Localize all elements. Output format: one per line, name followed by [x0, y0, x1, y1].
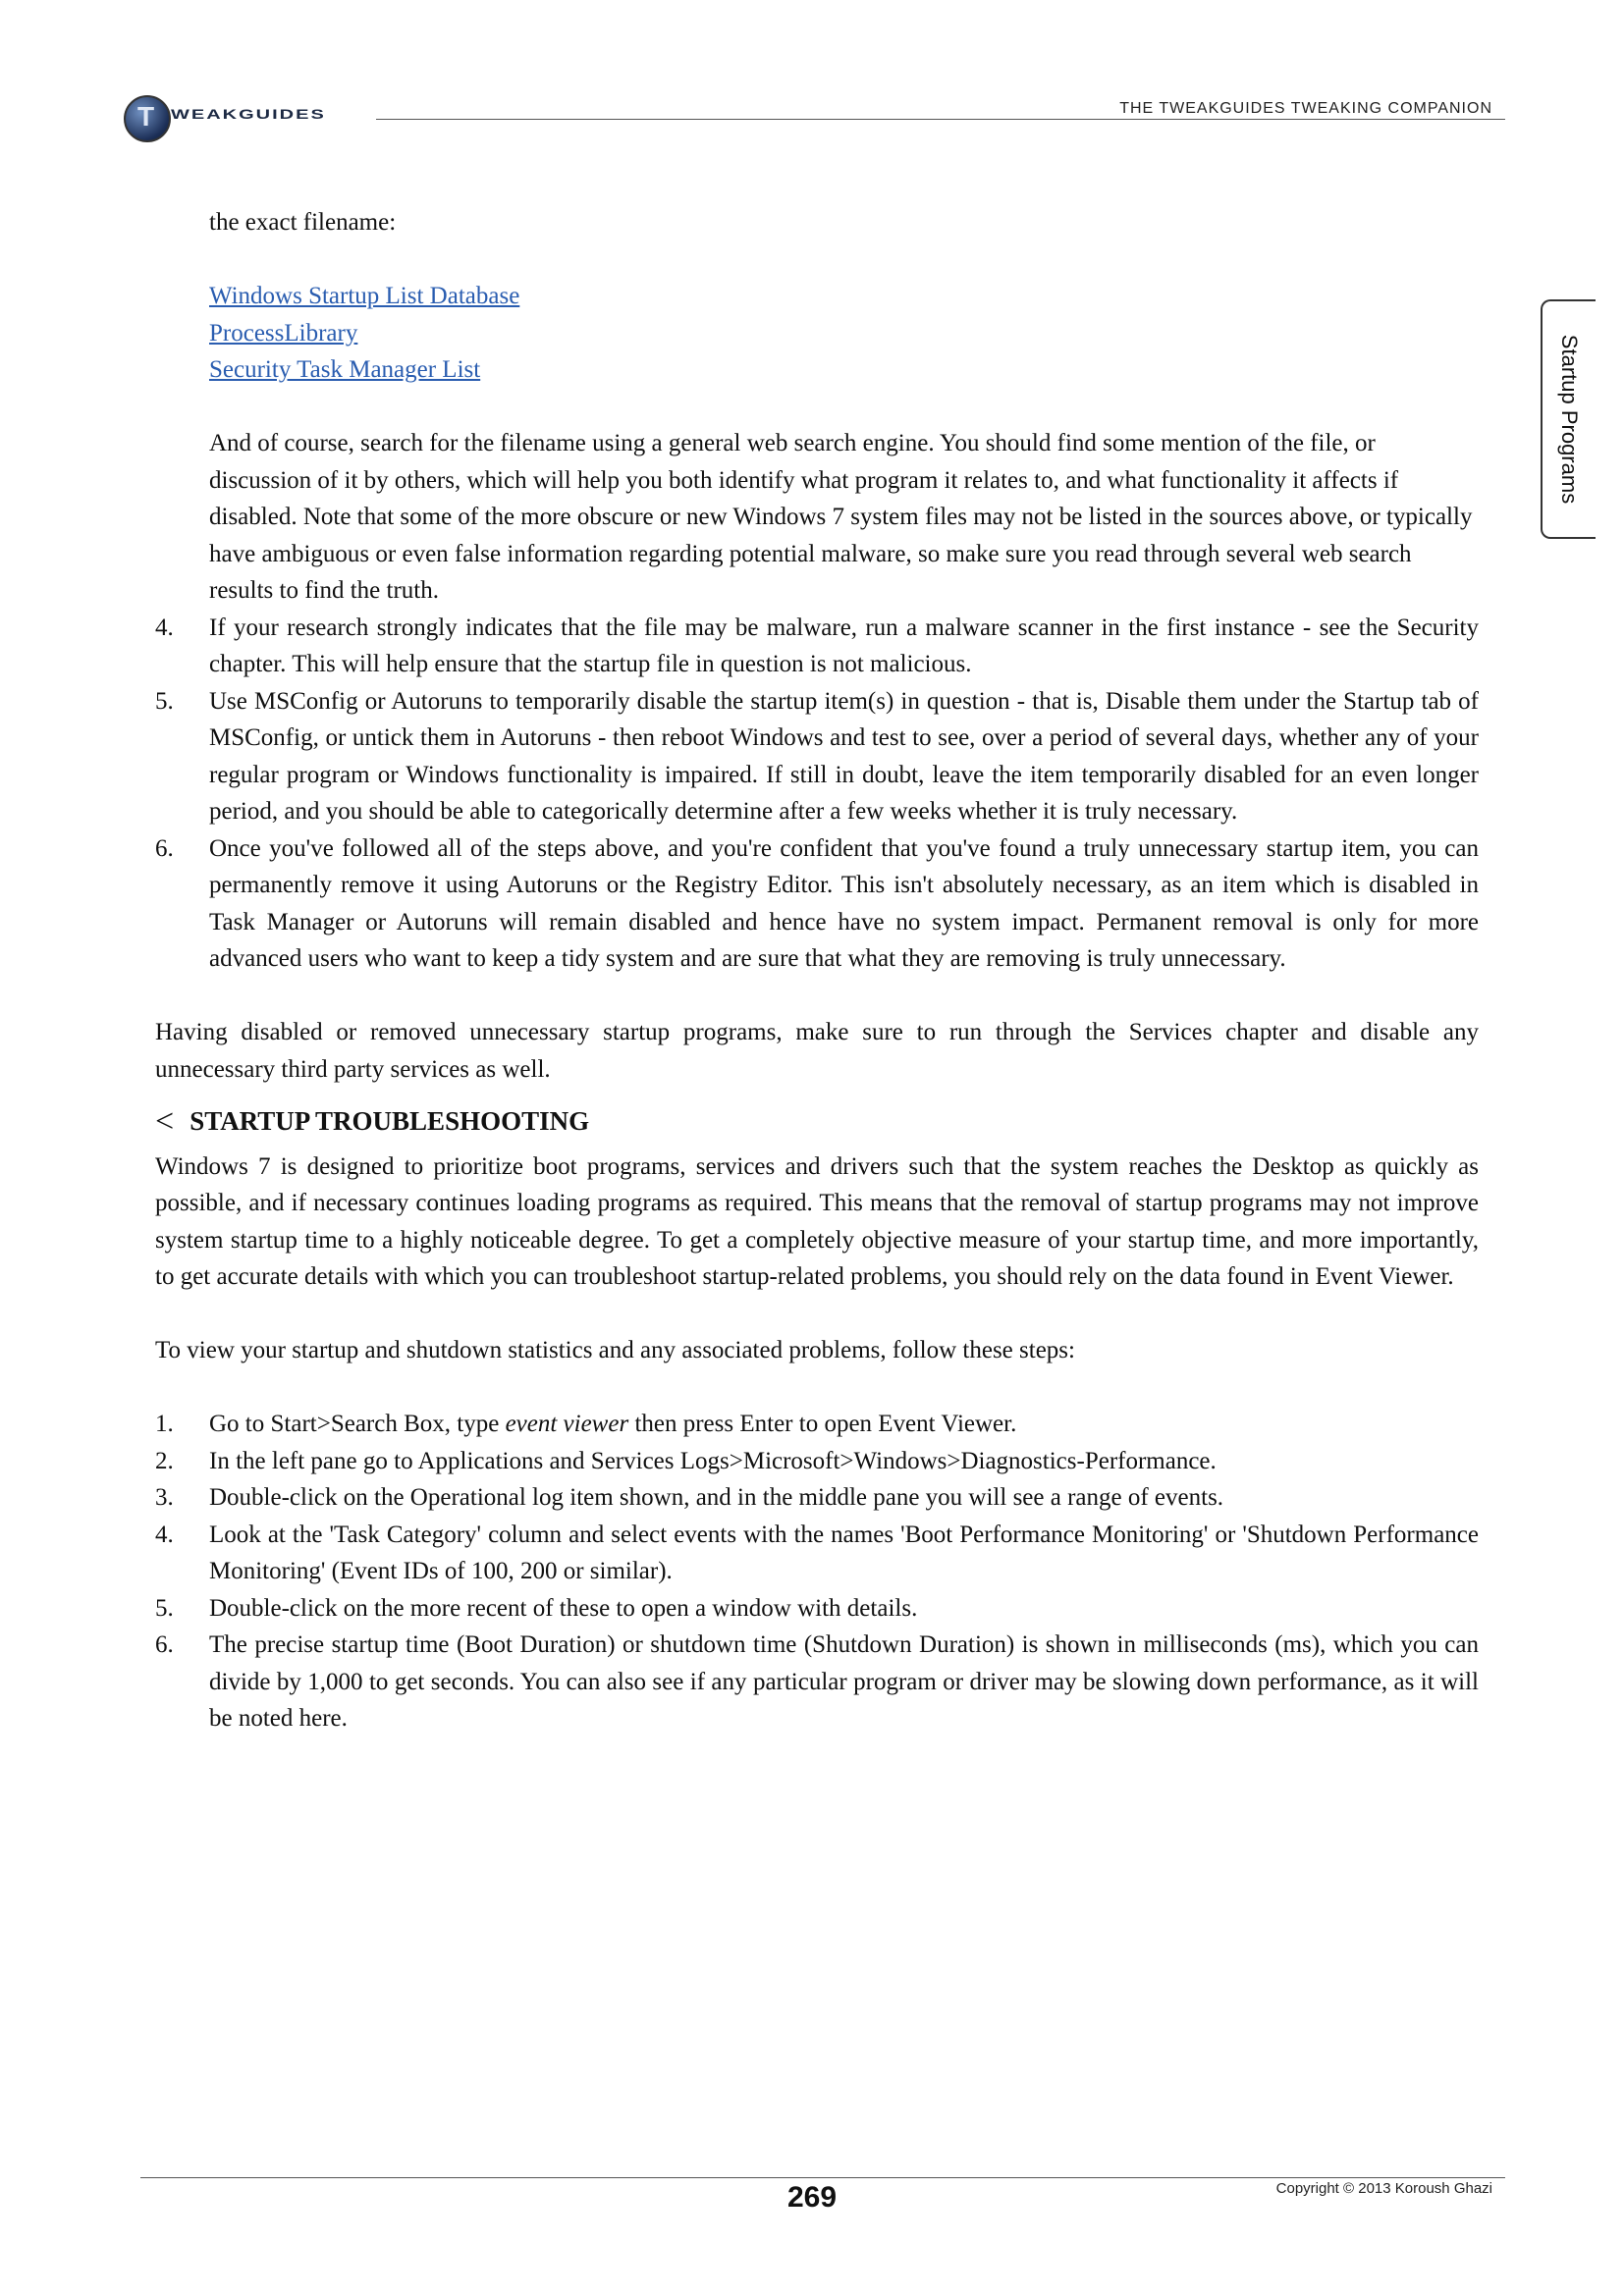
steps-list-identify — [155, 610, 1479, 978]
list-text-emphasis: event viewer — [505, 1411, 629, 1437]
list-item — [155, 683, 1479, 830]
list-text: Double-click on the Operational log item shown, and in the middle pane you will see a range of events. — [209, 1484, 1224, 1511]
search-paragraph: And of course, search for the filename using a general web search engine. You should find some mention of the file, or discussion of it by others, which will help you both identify what program it relates to, and what functionality it affects if disabled. Note that some of the more obscure or new Windows 7 system files may not be listed in the sources above, or typically have ambiguous or even false information regarding potential malware, so make sure you read through several web search results to find the truth. — [209, 430, 1473, 604]
list-item — [155, 1517, 1479, 1590]
tweakguides-logo — [124, 95, 359, 142]
list-item — [155, 830, 1479, 978]
header-rule — [376, 119, 1505, 120]
logo-text: WEAKGUIDES — [171, 107, 326, 123]
link-processlibrary[interactable]: ProcessLibrary — [209, 319, 358, 347]
troubleshooting-paragraph: Windows 7 is designed to prioritize boot programs, services and drivers such that the system reaches the Desktop as quickly as possible, and if necessary continues loading programs as required. This means that the removal of startup programs may not improve system startup time to a highly noticeable degree. To get a completely objective measure of your startup time, and more importantly, to get accurate details with which you can troubleshoot startup-related problems, you should rely on the data found in Event Viewer. — [155, 1152, 1479, 1290]
list-text: Once you've followed all of the steps above, and you're confident that you've found a truly unnecessary startup item, you can permanently remove it using Autoruns or the Registry Editor. This isn't absolutely necessary, as an item which is disabled in Task Manager or Autoruns will remain disabled and hence have no system impact. Permanent removal is only for more advanced users who want to keep a tidy system and are sure that what they are removing is truly unnecessary. — [209, 834, 1479, 972]
services-paragraph: Having disabled or removed unnecessary startup programs, make sure to run through the Services chapter and disable any unnecessary third party services as well. — [155, 1019, 1479, 1083]
link-windows-startup-list-database[interactable]: Windows Startup List Database — [209, 283, 520, 309]
list-item — [155, 1590, 1479, 1628]
list-item — [155, 1627, 1479, 1737]
list-number: 3. — [155, 1484, 174, 1511]
list-text-after: then press Enter to open Event Viewer. — [628, 1411, 1017, 1437]
steps-intro: To view your startup and shutdown statistics and any associated problems, follow these steps: — [155, 1337, 1075, 1363]
link-security-task-manager-list[interactable]: Security Task Manager List — [209, 356, 481, 383]
logo-emblem — [124, 95, 171, 142]
list-text: In the left pane go to Applications and Services Logs>Microsoft>Windows>Diagnostics-Performance. — [209, 1447, 1217, 1474]
list-text-before: Go to Start>Search Box, type — [209, 1411, 506, 1437]
steps-list-event-viewer — [155, 1406, 1479, 1737]
chapter-tab-label: Startup Programs — [1557, 334, 1582, 505]
list-item — [155, 610, 1479, 683]
list-text: Look at the 'Task Category' column and select events with the names 'Boot Performance Monitoring' or 'Shutdown Performance Monitoring' (Event IDs of 100, 200 or similar). — [209, 1521, 1479, 1584]
list-text: Double-click on the more recent of these to open a window with details. — [209, 1594, 918, 1622]
list-number: 4. — [155, 614, 174, 641]
list-item — [155, 1443, 1479, 1480]
reference-links — [209, 278, 1479, 389]
logo-letter: T — [137, 101, 155, 132]
section-title: STARTUP TROUBLESHOOTING — [189, 1106, 590, 1136]
intro-text: the exact filename: — [209, 209, 397, 236]
list-number: 5. — [155, 687, 174, 715]
list-number: 6. — [155, 1631, 174, 1658]
list-item — [155, 1479, 1479, 1517]
footer-rule — [140, 2177, 1505, 2178]
page-number: 269 — [786, 2181, 838, 2214]
section-heading — [155, 1103, 1479, 1141]
list-text: If your research strongly indicates that the file may be malware, run a malware scanner in the first instance - see the Security chapter. This will help ensure that the startup file in question is not malicious. — [209, 614, 1479, 677]
list-number: 1. — [155, 1411, 174, 1437]
chapter-tab — [1541, 299, 1596, 539]
page-content — [155, 204, 1479, 1737]
copyright-notice: Copyright © 2013 Koroush Ghazi — [1275, 2180, 1492, 2197]
list-number: 5. — [155, 1594, 174, 1622]
list-number: 6. — [155, 834, 174, 862]
list-number: 4. — [155, 1521, 174, 1548]
list-item — [155, 1406, 1479, 1443]
running-header: THE TWEAKGUIDES TWEAKING COMPANION — [1119, 100, 1492, 117]
list-text: Use MSConfig or Autoruns to temporarily disable the startup item(s) in question - that is, Disable them under the Startup tab of MSConfig, or untick them in Autoruns - then reboot Windows and test to see, over a period of several days, whether any of your regular program or Windows functionality is impaired. If still in doubt, leave the item temporarily disabled for an even longer period, and you should be able to categorically determine after a few weeks whether it is truly necessary. — [209, 687, 1479, 825]
chevron-icon: < — [155, 1102, 175, 1140]
list-number: 2. — [155, 1447, 174, 1474]
list-text: The precise startup time (Boot Duration) or shutdown time (Shutdown Duration) is shown in milliseconds (ms), which you can divide by 1,000 to get seconds. You can also see if any particular program or driver may be slowing down performance, as it will be noted here. — [209, 1631, 1479, 1732]
